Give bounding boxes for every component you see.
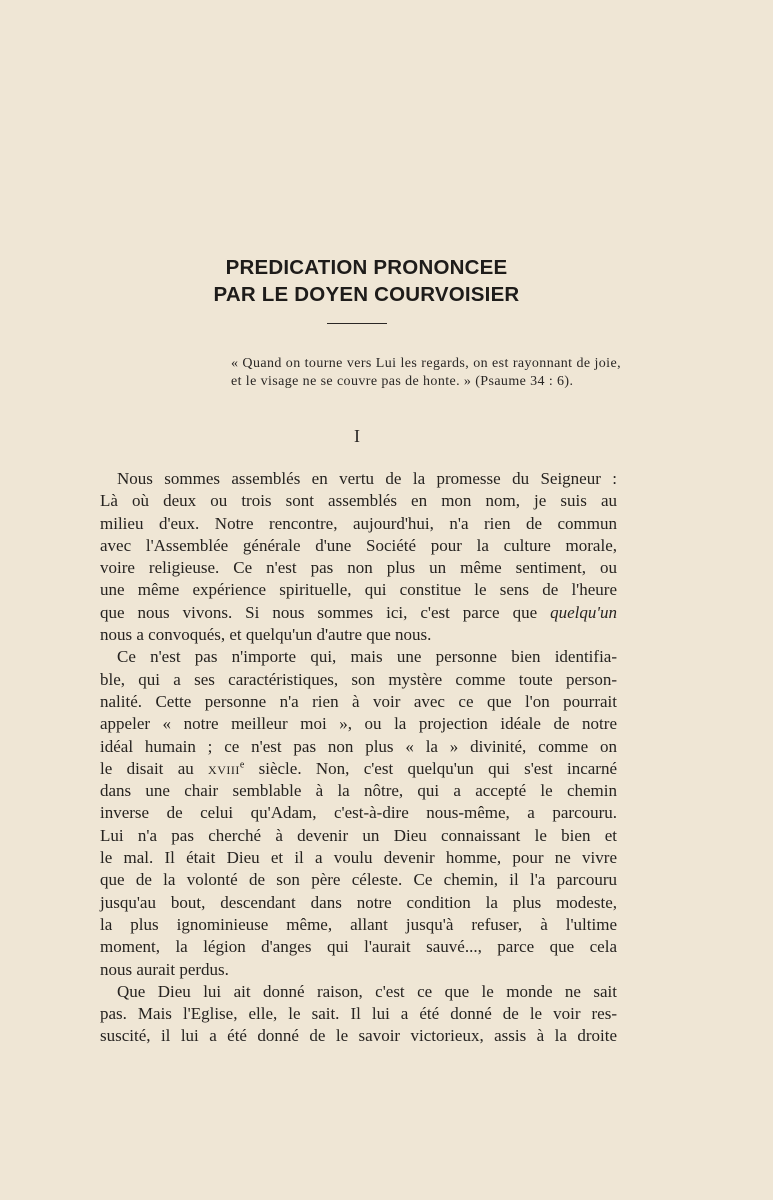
paragraph-1 [100,468,618,646]
century-numeral: xviii [208,758,240,778]
paragraph-3 [100,981,617,1048]
text-line: appeler « notre meilleur moi », ou la projection idéale de notre [100,714,617,734]
text-line: Ce n'est pas n'importe qui, mais une personne bien identifia- [117,647,617,667]
text-line: nalité. Cette personne n'a rien à voir avec ce que l'on pourrait [100,691,617,711]
paragraph-2 [100,646,618,980]
epigraph: « Quand on tourne vers Lui les regards, on est rayonnant de joie, et le visage ne se couvre pas de honte. » (Psaume 34 : 6). [231,356,621,389]
italic-word: quelqu'un [550,602,618,622]
text-line: Nous sommes assemblés en vertu de la promesse du Seigneur : [117,469,617,488]
title-line-2: PAR LE DOYEN COURVOISIER [213,283,520,306]
text-line: une même expérience spirituelle, qui constitue le sens de l'heure [100,580,617,600]
text-line: Que Dieu lui ait donné raison, c'est ce que le monde ne sait [117,981,617,1001]
text-line: nous a convoqués, et quelqu'un d'autre que nous. [100,625,432,645]
text-line: ble, qui a ses caractéristiques, son mystère comme toute person- [100,669,617,689]
title-line-1: PREDICATION PRONONCEE [225,256,508,279]
text-line: pas. Mais l'Eglise, elle, le sait. Il lui a été donné de le voir res- [100,1004,617,1024]
document-title [0,254,733,308]
text-line [100,758,617,780]
text-line: le mal. Il était Dieu et il a voulu devenir homme, pour ne vivre [100,848,617,868]
text-line: nous aurait perdus. [100,959,229,979]
section-number: I [354,426,360,446]
body-text [100,468,618,1048]
century-superscript: e [239,759,245,771]
text-line: moment, la légion d'anges qui l'aurait sauvé..., parce que cela [100,937,617,957]
text-line: dans une chair semblable à la nôtre, qui a accepté le chemin [100,781,617,801]
text-line: idéal humain ; ce n'est pas non plus « la » divinité, comme on [100,736,617,756]
text-line [100,602,617,624]
text-line: milieu d'eux. Notre rencontre, aujourd'hui, n'a rien de commun [100,513,617,533]
title-divider [327,323,387,324]
text-line: que de la volonté de son père céleste. Ce chemin, il l'a parcouru [100,870,617,890]
text-line: Là où deux ou trois sont assemblés en mon nom, je suis au [100,491,617,511]
text-fragment: siècle. Non, c'est quelqu'un qui s'est incarné [258,758,618,778]
text-line: la plus ignominieuse même, allant jusqu'à refuser, à l'ultime [100,914,617,934]
text-line: suscité, il lui a été donné de le savoir victorieux, assis à la droite [100,1026,617,1046]
text-fragment: que nous vivons. Si nous sommes ici, c'est parce que [100,602,538,622]
text-line: inverse de celui qu'Adam, c'est-à-dire nous-même, a parcouru. [100,803,617,823]
text-line: jusqu'au bout, descendant dans notre condition la plus modeste, [100,892,617,912]
text-line: Lui n'a pas cherché à devenir un Dieu connaissant le bien et [100,825,617,845]
text-line: avec l'Assemblée générale d'une Société pour la culture morale, [100,535,617,555]
text-line: voire religieuse. Ce n'est pas non plus un même sentiment, ou [100,558,617,578]
text-fragment: le disait au [100,758,194,778]
